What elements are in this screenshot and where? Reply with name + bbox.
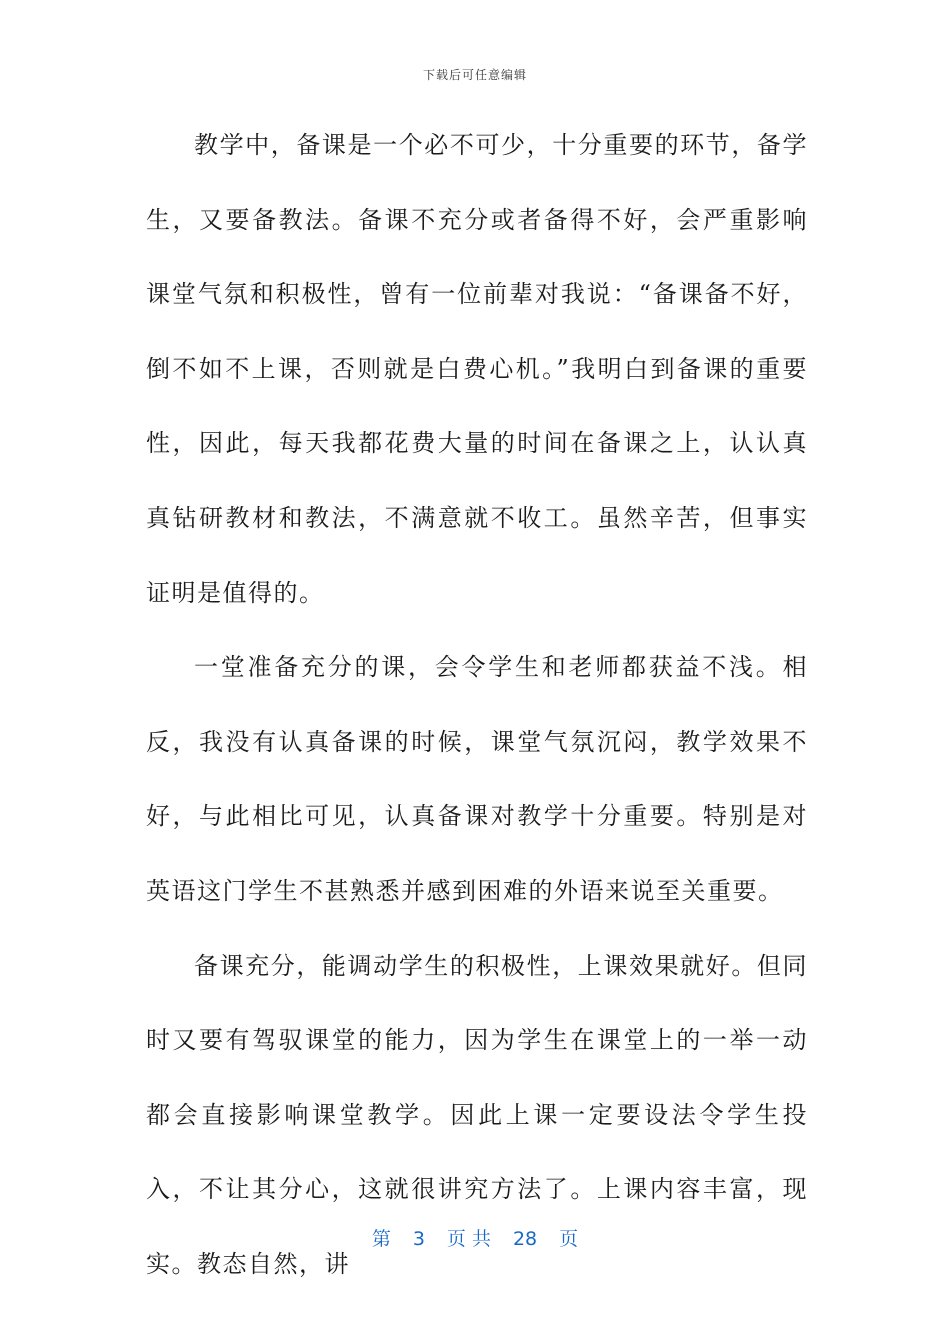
footer-prefix: 第 — [371, 1228, 391, 1250]
page-header: 下载后可任意编辑 — [422, 68, 527, 82]
current-page-number: 3 — [412, 1228, 425, 1250]
total-pages-number: 28 — [512, 1228, 538, 1250]
page-footer — [0, 1224, 950, 1251]
paragraph-3: 备课充分，能调动学生的积极性，上课效果就好。但同时又要有驾驭课堂的能力，因为学生在课堂上的一举一动都会直接影响课堂教学。因此上课一定要设法令学生投入，不让其分心，这就很讲究方法了。上课内容丰富，现实。教态自然，讲 — [146, 951, 808, 1278]
paragraph-1: 教学中，备课是一个必不可少，十分重要的环节，备学生，又要备教法。备课不充分或者备得不好，会严重影响课堂气氛和积极性，曾有一位前辈对我说：“备课备不好，倒不如不上课，否则就是白费心机。”我明白到备课的重要性，因此，每天我都花费大量的时间在备课之上，认认真真钻研教材和教法，不满意就不收工。虽然辛苦，但事实证明是值得的。 — [146, 131, 808, 607]
footer-suffix: 页 — [559, 1228, 579, 1250]
document-body — [146, 108, 808, 1302]
paragraph-2: 一堂准备充分的课，会令学生和老师都获益不浅。相反，我没有认真备课的时候，课堂气氛沉闷，教学效果不好，与此相比可见，认真备课对教学十分重要。特别是对英语这门学生不甚熟悉并感到困难的外语来说至关重要。 — [146, 653, 808, 905]
footer-middle: 页 共 — [446, 1228, 491, 1250]
